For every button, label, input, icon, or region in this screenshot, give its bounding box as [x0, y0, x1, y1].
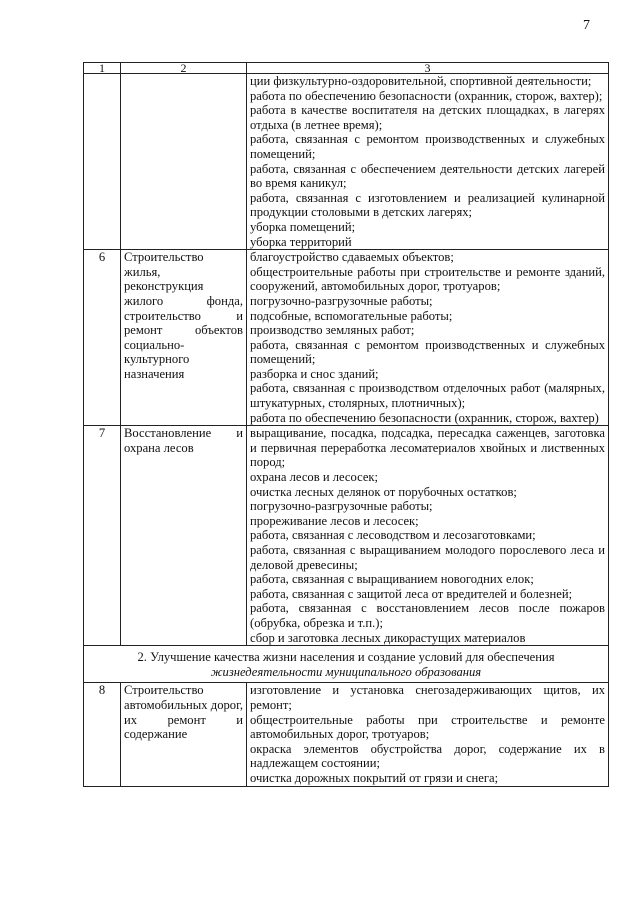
work-type-item: работа, связанная с выращиванием новогодних елок;: [250, 572, 534, 587]
work-type-item: уборка помещений;: [250, 219, 356, 234]
work-type-item: ции физкультурно-оздоровительной, спортивной деятельности;: [250, 74, 592, 88]
work-type-item: общестроительные работы при строительстве и ремонте автомобильных дорог, тротуаров;: [250, 712, 605, 742]
work-type-item: очистка лесных делянок от порубочных остатков;: [250, 484, 517, 499]
work-type-item: благоустройство сдаваемых объектов;: [250, 250, 454, 265]
table-header-row: [84, 63, 609, 74]
work-type-item: общестроительные работы при строительстве и ремонте зданий, сооружений, автомобильных дорог, тротуаров;: [250, 264, 605, 294]
row-number: 7: [84, 426, 121, 646]
activity-name: Строительство жилья, реконструкция жилого фонда, строительство и ремонт объектов социально-культурного назначения: [121, 250, 247, 426]
column-header-1: 1: [84, 63, 121, 74]
row-number: 8: [84, 683, 121, 786]
column-header-3: 3: [247, 63, 609, 74]
page-number: 7: [583, 18, 590, 33]
work-types: [247, 74, 609, 250]
activity-name: [121, 74, 247, 250]
work-type-item: работа, связанная с ремонтом производственных и служебных помещений;: [250, 337, 605, 367]
work-type-item: уборка территорий: [250, 234, 352, 249]
work-type-item: работа в качестве воспитателя на детских площадках, в лагерях отдыха (в летнее время);: [250, 103, 605, 132]
section-heading-row: [84, 646, 609, 683]
work-type-item: окраска элементов обустройства дорог, содержание их в надлежащем состоянии;: [250, 741, 605, 771]
work-type-item: работа, связанная с производством отделочных работ (малярных, штукатурных, столярных, плотничных);: [250, 381, 605, 411]
table-row: [84, 683, 609, 786]
work-type-item: работа, связанная с обеспечением деятельности детских лагерей во время каникул;: [250, 161, 605, 191]
work-type-item: работа по обеспечению безопасности (охранник, сторож, вахтер);: [250, 88, 603, 103]
work-type-item: работа, связанная с изготовлением и реализацией кулинарной продукции столовыми в детских лагерях;: [250, 190, 605, 220]
work-type-item: сбор и заготовка лесных дикорастущих материалов: [250, 630, 526, 645]
work-type-item: подсобные, вспомогательные работы;: [250, 308, 453, 323]
work-type-item: очистка дорожных покрытий от грязи и снега;: [250, 770, 499, 785]
work-type-item: погрузочно-разгрузочные работы;: [250, 293, 433, 308]
row-number: 6: [84, 250, 121, 426]
work-type-item: работа, связанная с выращиванием молодого порослевого леса и деловой древесины;: [250, 543, 605, 572]
work-types: [247, 683, 609, 786]
work-type-item: работа по обеспечению безопасности (охранник, сторож, вахтер): [250, 410, 599, 425]
work-type-item: работа, связанная с восстановлением лесов после пожаров (обрубка, обрезка и т.п.);: [250, 601, 605, 630]
work-types: [247, 250, 609, 426]
work-type-item: разборка и снос зданий;: [250, 366, 379, 381]
section-heading-line-2: жизнедеятельности муниципального образования: [210, 664, 482, 679]
work-types: [247, 426, 609, 646]
row-number: [84, 74, 121, 250]
column-header-2: 2: [121, 63, 247, 74]
work-type-item: работа, связанная с защитой леса от вредителей и болезней;: [250, 586, 573, 601]
table-row: [84, 250, 609, 426]
works-table: [83, 62, 609, 787]
activity-name: Восстановление и охрана лесов: [121, 426, 247, 646]
work-type-item: производство земляных работ;: [250, 323, 415, 338]
section-heading-line-1: 2. Улучшение качества жизни населения и создание условий для обеспечения: [137, 650, 555, 665]
table-row: [84, 426, 609, 646]
work-type-item: работа, связанная с лесоводством и лесозаготовками;: [250, 528, 536, 543]
activity-name: Строительство автомобильных дорог, их ремонт и содержание: [121, 683, 247, 786]
table-row: [84, 74, 609, 250]
work-type-item: работа, связанная с ремонтом производственных и служебных помещений;: [250, 132, 605, 161]
work-type-item: выращивание, посадка, подсадка, пересадка саженцев, заготовка и первичная переработка лесоматериалов хвойных и лиственных пород;: [250, 426, 605, 470]
section-heading: [84, 646, 609, 683]
work-type-item: изготовление и установка снегозадерживающих щитов, их ремонт;: [250, 683, 605, 712]
work-type-item: погрузочно-разгрузочные работы;: [250, 499, 433, 514]
work-type-item: охрана лесов и лесосек;: [250, 470, 379, 485]
work-type-item: прореживание лесов и лесосек;: [250, 513, 419, 528]
